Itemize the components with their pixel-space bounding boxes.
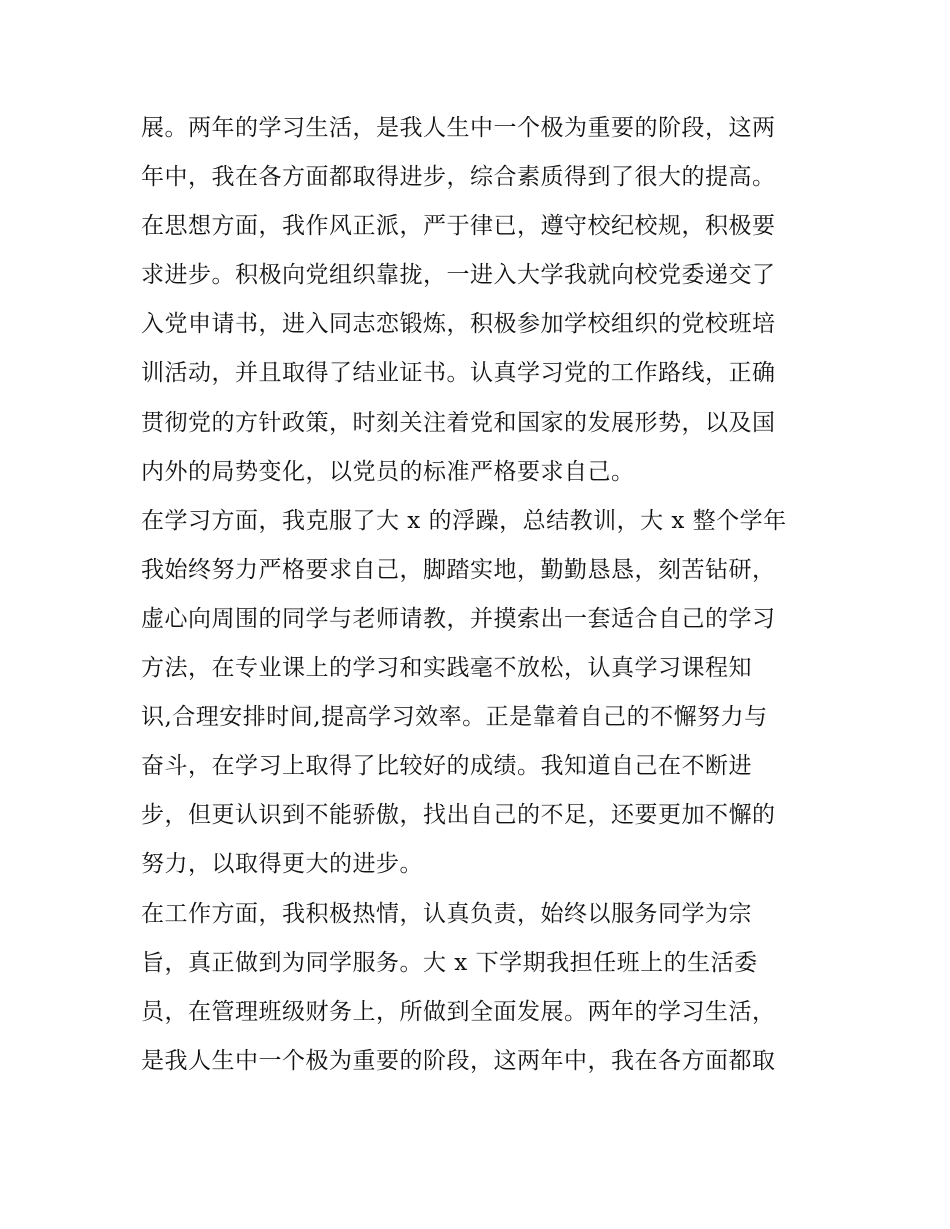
text-line: 虚心向周围的同学与老师请教，并摸索出一套适合自己的学习 (141, 605, 776, 632)
text-line: 努力，以取得更大的进步。 (141, 851, 423, 878)
text-line: 奋斗，在学习上取得了比较好的成绩。我知道自己在不断进 (141, 753, 752, 780)
document-body (141, 104, 816, 1086)
text-line: 员，在管理班级财务上，所做到全面发展。两年的学习生活， (141, 998, 776, 1025)
text-line: 求进步。积极向党组织靠拢，一进入大学我就向校党委递交了 (141, 262, 776, 289)
text-line: 方法，在专业课上的学习和实践毫不放松，认真学习课程知 (141, 655, 752, 682)
text-line: 入党申请书，进入同志恋锻炼，积极参加学校组织的党校班培 (141, 311, 776, 338)
text-line: 内外的局势变化，以党员的标准严格要求自己。 (141, 458, 635, 485)
text-line: 贯彻党的方针政策，时刻关注着党和国家的发展形势，以及国 (141, 409, 776, 436)
text-line: 旨，真正做到为同学服务。大 x 下学期我担任班上的生活委 (141, 949, 758, 976)
text-line: 在学习方面，我克服了大 x 的浮躁，总结教训，大 x 整个学年 (141, 507, 787, 534)
text-line: 是我人生中一个极为重要的阶段，这两年中，我在各方面都取 (141, 1047, 776, 1074)
text-line: 年中，我在各方面都取得进步，综合素质得到了很大的提高。 (141, 164, 776, 191)
text-line: 训活动，并且取得了结业证书。认真学习党的工作路线，正确 (141, 360, 776, 387)
text-line: 在工作方面，我积极热情，认真负责，始终以服务同学为宗 (141, 900, 752, 927)
text-line: 识,合理安排时间,提高学习效率。正是靠着自己的不懈努力与 (141, 704, 768, 731)
text-line: 在思想方面，我作风正派，严于律已，遵守校纪校规，积极要 (141, 213, 776, 240)
text-line: 展。两年的学习生活，是我人生中一个极为重要的阶段，这两 (141, 115, 776, 141)
text-line: 我始终努力严格要求自己，脚踏实地，勤勤恳恳，刻苦钻研， (141, 556, 776, 583)
text-line: 步，但更认识到不能骄傲，找出自己的不足，还要更加不懈的 (141, 802, 776, 829)
